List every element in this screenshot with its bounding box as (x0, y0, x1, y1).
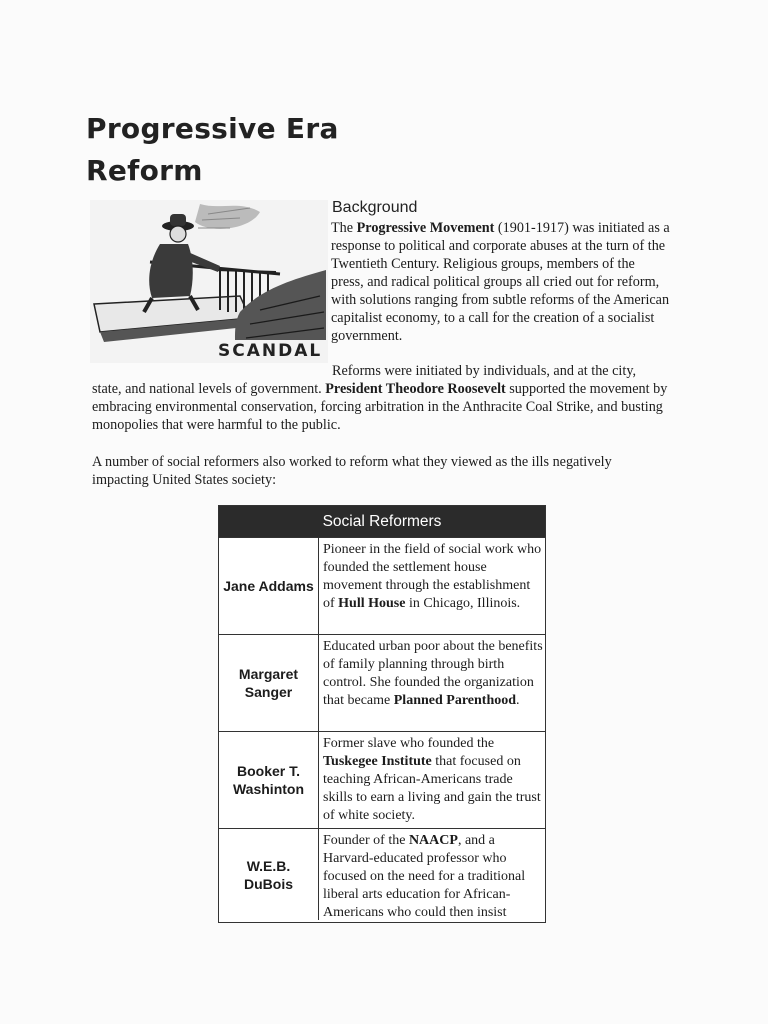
desc-text: in Chicago, Illinois. (405, 596, 521, 611)
reforms-paragraph (92, 362, 672, 434)
desc-bold-term: Planned Parenthood (393, 693, 517, 708)
reformer-name: W.E.B. DuBois (219, 829, 319, 920)
desc-text: that focused on teaching African-Americans trade skills to earn a living and gain the trust of white society. (323, 754, 541, 823)
desc-text: Former slave who founded the (323, 736, 495, 751)
table-row (219, 731, 545, 828)
reforms-first-line: Reforms were initiated by individuals, and at the city, (332, 363, 637, 379)
bg-text-rest: (1901-1917) was initiated as a response to political and corporate abuses at the turn of the Twentieth Century. Religious groups, members of the press, and radical political groups all cried out for reform, with solutions ranging from subtle reforms of the American capitalist economy, to a call for the creation of a socialist government. (331, 220, 670, 344)
intro-paragraph: A number of social reformers also worked to reform what they viewed as the ills negatively impacting United States society: (92, 454, 612, 488)
reformer-name: Booker T. Washinton (219, 732, 319, 828)
table-row (219, 828, 545, 920)
desc-text: Founder of the (323, 833, 409, 848)
desc-bold-term: NAACP (408, 833, 458, 848)
title-line-2: Reform (86, 154, 203, 187)
page-title (86, 108, 339, 192)
background-paragraph (331, 219, 671, 345)
reformer-name: Jane Addams (219, 538, 319, 634)
bg-text-start: The (331, 220, 357, 236)
reformer-description (319, 635, 545, 731)
desc-text: Pioneer in the field of social work who founded the settlement house movement through the establishment of (323, 542, 542, 611)
desc-text: . (516, 693, 520, 708)
cartoon-caption: SCANDAL (218, 341, 323, 361)
reformer-description (319, 538, 545, 634)
progressive-movement-term: Progressive Movement (356, 220, 495, 236)
desc-text: , and a Harvard-educated professor who focused on the need for a traditional liberal arts education for African-Americans who could then insist (323, 833, 526, 920)
reforms-text-start: state, and national levels of government. (92, 381, 326, 397)
reforms-text-rest: supported the movement by embracing environmental conservation, forcing arbitration in the Anthracite Coal Strike, and busting monopolies that were harmful to the public. (92, 381, 668, 433)
social-reformers-table (218, 505, 546, 923)
desc-bold-term: Hull House (338, 596, 406, 611)
reformer-description (319, 829, 545, 920)
title-line-1: Progressive Era (86, 112, 339, 145)
reformer-name: Margaret Sanger (219, 635, 319, 731)
background-heading: Background (332, 199, 418, 216)
desc-bold-term: Tuskegee Institute (323, 754, 432, 769)
muckraker-cartoon-icon (90, 200, 328, 363)
roosevelt-term: President Theodore Roosevelt (325, 381, 506, 397)
table-row (219, 537, 545, 634)
reformer-description (319, 732, 545, 828)
table-row (219, 634, 545, 731)
table-header: Social Reformers (219, 506, 545, 537)
desc-text: Educated urban poor about the benefits of family planning through birth control. She founded the organization that became (323, 639, 543, 708)
muckraker-cartoon-image (90, 200, 328, 363)
